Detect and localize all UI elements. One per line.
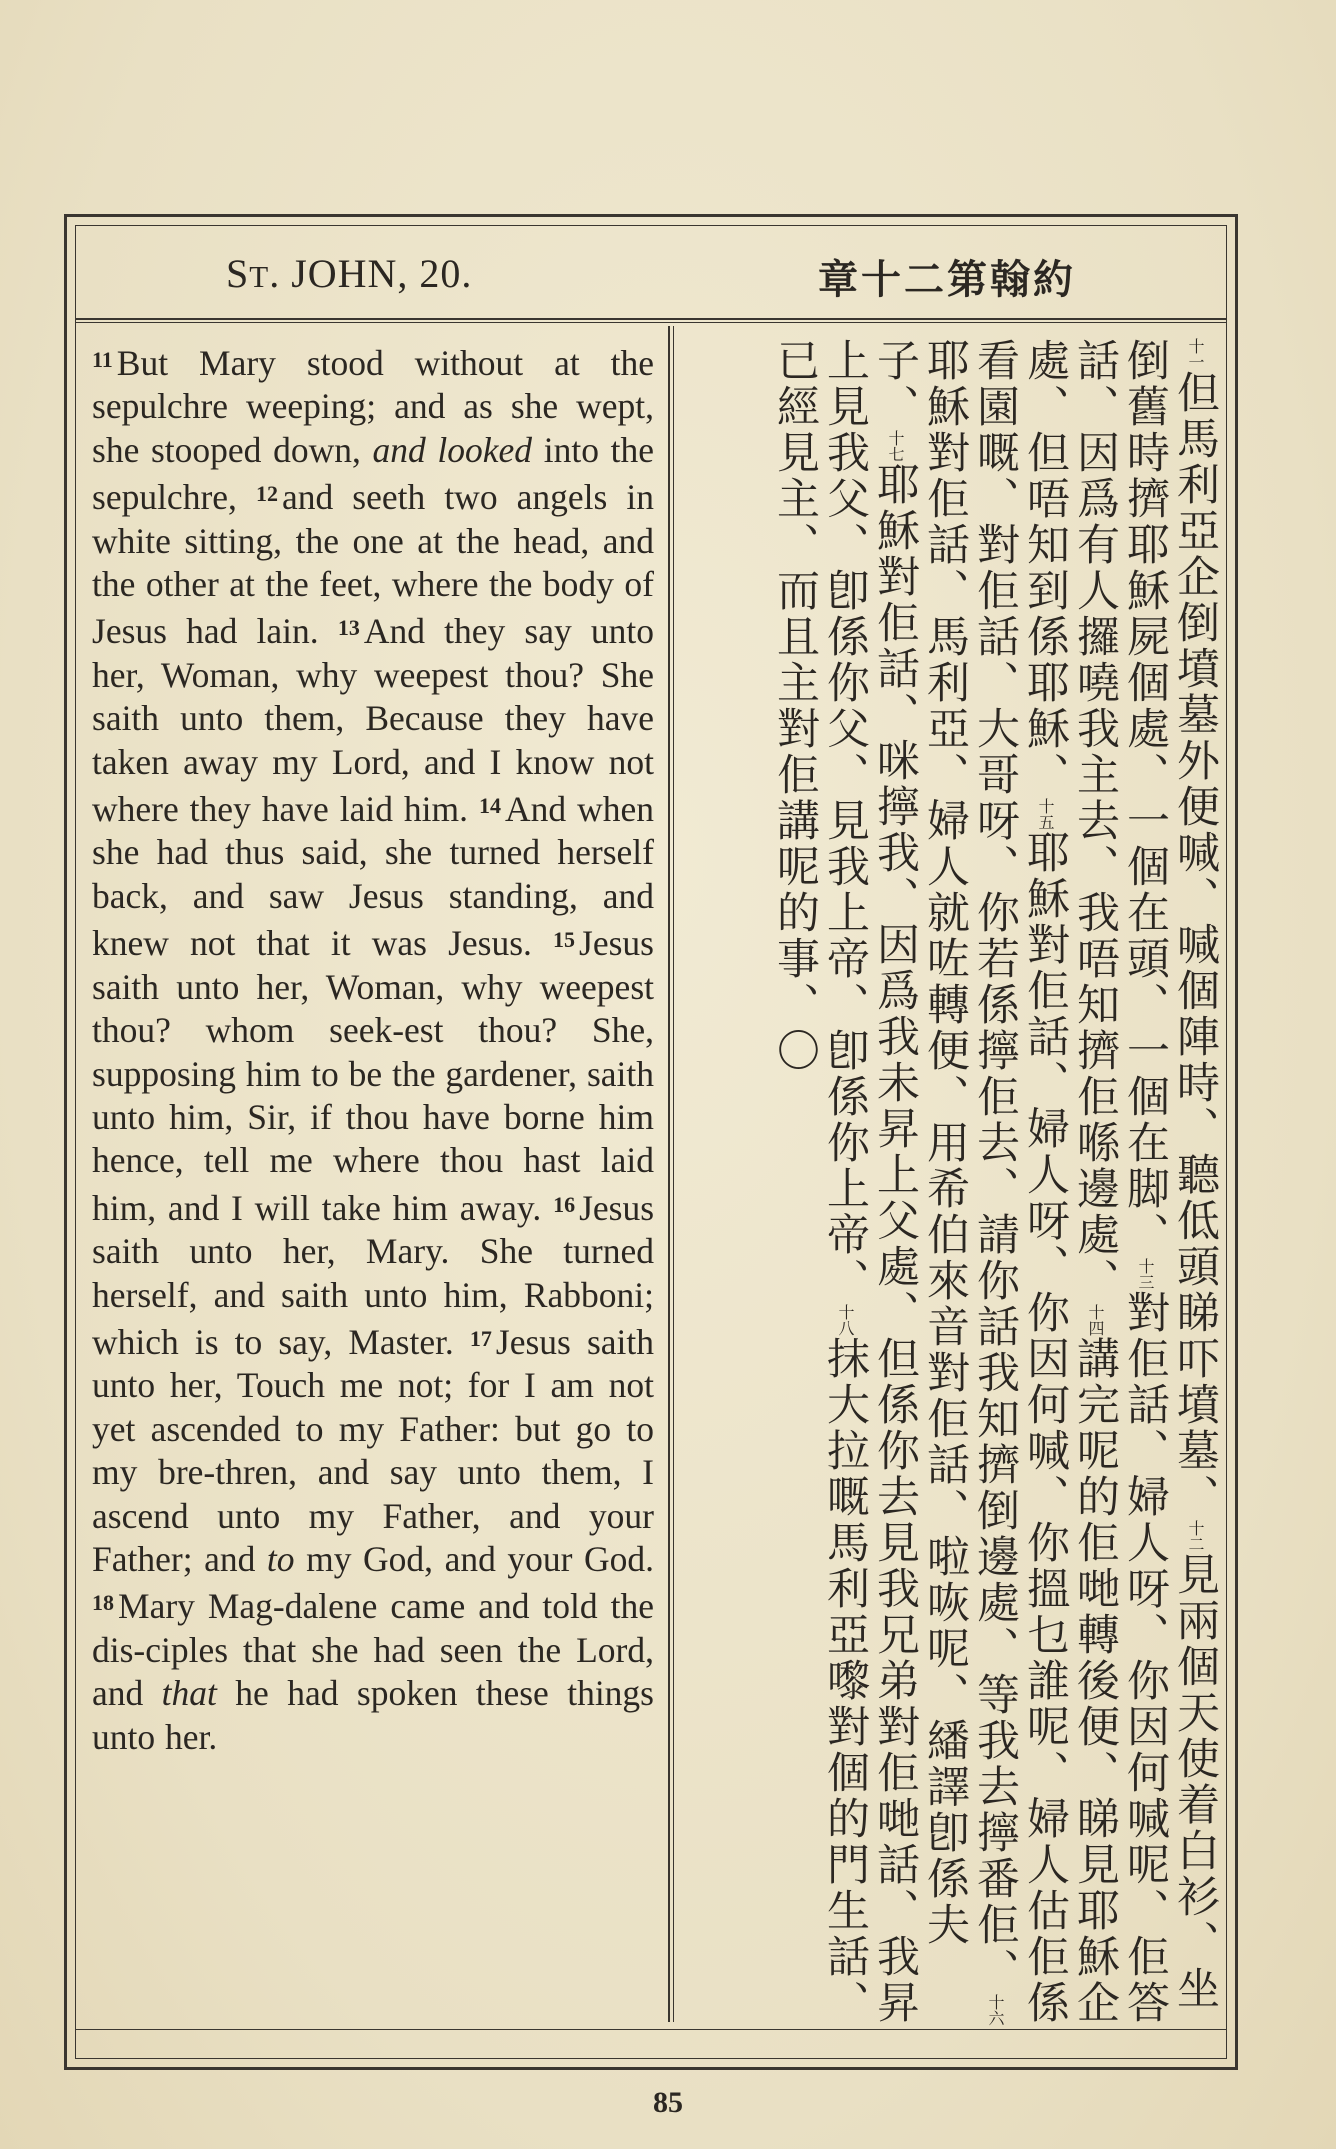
inner-frame [75,225,1227,2059]
verse-11-text: But Mary stood without at the sepulchre weeping; and as she wept, she stooped down, [92,343,654,470]
running-header [76,226,1226,320]
chinese-column [696,338,1220,2038]
zh-verse-12: 見兩個天使着白衫、坐倒舊時擠耶穌屍個處、一個在頭、一個在脚、 [1120,338,1220,2012]
zh-verse-number-13: 十三 [1136,1258,1155,1290]
zh-verse-number-18: 十八 [836,1304,855,1336]
zh-verse-16: 耶穌對佢話、馬利亞、婦人就咗轉便、用希伯來音對佢話、啦咴呢、繙譯卽係夫子、 [870,338,970,1948]
verse-number-17: 17 [469,1325,492,1351]
zh-verse-number-14: 十四 [1086,1304,1105,1336]
verse-number-18: 18 [92,1590,114,1616]
verse-12-text: and seeth two angels in white sitting, the one at the head, and the other at the feet, where the body of Jesus had lain. [92,477,654,652]
verse-14-text: And when she had thus said, she turned herself back, and saw Jesus standing, and knew not that it was Jesus. [92,789,655,964]
verse-number-16: 16 [553,1191,576,1217]
verse-18-text-end: he had spoken these things unto her. [92,1673,654,1757]
column-divider [668,326,670,2022]
verse-17-text: Jesus saith unto her, Touch me not; for I am not yet ascended to my Father: but go to my bre-thren, and say unto them, I ascend unto my Father, and your Father; and [92,1321,654,1579]
verse-number-14: 14 [479,793,502,819]
zh-verse-13: 對佢話、婦人呀、你因何喊呢、佢答話、因爲有人攞嘵我主去、我唔知擠佢喺邊處、 [1070,338,1170,2026]
zh-verse-17: 耶穌對佢話、咪擰我、因爲我未昇上父處、但係你去見我兄弟對佢哋話、我昇上見我父、卽係你父、見我上帝、卽係你上帝、 [820,338,920,2026]
header-title-english: ST. JOHN, 20. [226,251,473,296]
page-number: 85 [653,2086,683,2119]
verse-11-text-end: into the sepulchre, [92,429,654,518]
verse-number-11: 11 [92,347,113,372]
header-title-chinese: 章十二第翰約 [818,257,1076,303]
zh-verse-number-16: 十六 [986,1994,1005,2026]
verse-17-text-end: my God, and your God. [294,1538,655,1579]
header-rule [76,322,1226,323]
verse-17-italic: to [266,1538,295,1579]
zh-verse-number-12: 十二 [1186,1520,1205,1552]
verse-18-italic: that [161,1673,217,1714]
verse-number-12: 12 [255,481,278,507]
verse-number-13: 13 [337,615,360,641]
zh-verse-number-17: 十七 [886,430,905,462]
verse-11-italic: and looked [372,429,533,470]
zh-verse-18: 抹大拉嘅馬利亞嚟對個的門生話、已經見主、而且主對佢講呢的事、〇 [770,338,870,2026]
english-text [92,338,654,1759]
verse-16-text: Jesus saith unto her, Mary. She turned herself, and saith unto him, Rabboni; which is to say, Master. [92,1187,655,1362]
zh-verse-15: 耶穌對佢話、婦人呀、你因何喊、你搵乜誰呢、婦人估佢係看園嘅、對佢話、大哥呀、你若係擰佢去、請你話我知擠倒邊處、等我去擰番佢、 [970,338,1070,2026]
verse-13-text: And they say unto her, Woman, why weepest thou? She saith unto them, Because they have taken away my Lord, and I know not where they have laid him. [92,611,654,830]
verse-18-text: Mary Mag-dalene came and told the dis-ciples that she had seen the Lord, and [92,1586,654,1714]
zh-verse-11: 但馬利亞企倒墳墓外便喊、喊個陣時、聽低頭睇吓墳墓、 [1170,370,1220,1520]
zh-verse-number-11: 十一 [1186,338,1205,370]
verse-15-text: Jesus saith unto her, Woman, why weepest thou? whom seek-est thou? She, supposing him to be the gardener, saith unto him, Sir, if thou have borne him hence, tell me where thou hast laid him, and I will take him away. [92,923,654,1228]
zh-verse-14: 講完呢的佢哋轉後便、睇見耶穌企處、但唔知到係耶穌、 [1020,338,1120,2026]
bottom-rule [76,2029,1226,2030]
column-divider-inner [673,326,674,2022]
zh-verse-number-15: 十五 [1036,798,1055,830]
page-frame [64,214,1238,2070]
verse-number-15: 15 [553,927,576,953]
english-column [92,338,654,1759]
